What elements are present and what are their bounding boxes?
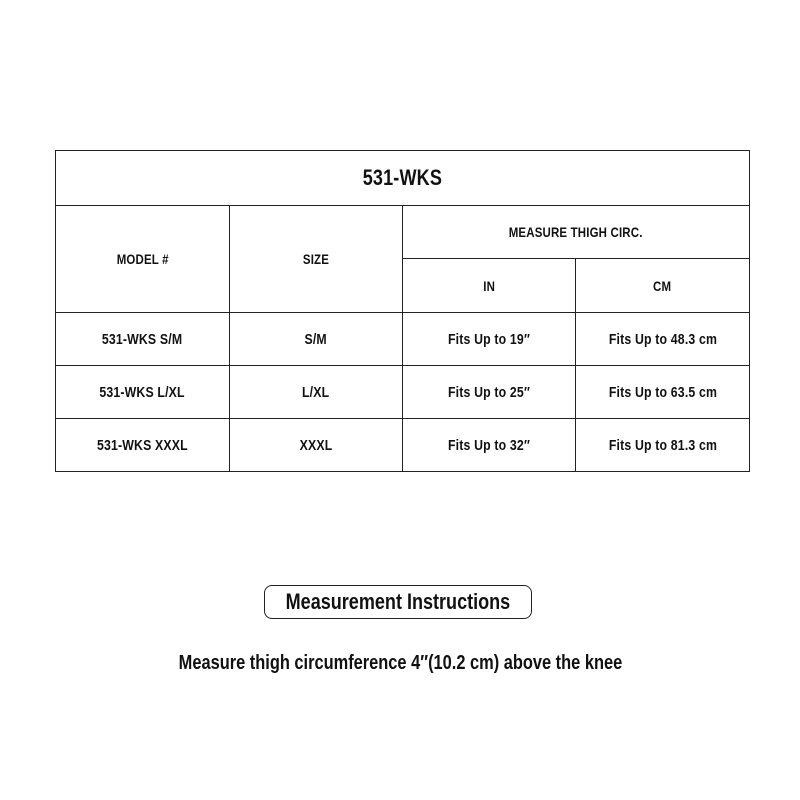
table-title-text: 531-WKS xyxy=(362,165,443,190)
header-cm-text: CM xyxy=(653,277,672,294)
header-in-text: IN xyxy=(483,277,495,294)
cell-size-text: S/M xyxy=(304,330,328,348)
cell-model-text: 531-WKS S/M xyxy=(102,330,183,348)
cell-size xyxy=(230,313,403,366)
cell-size-text: XXXL xyxy=(299,436,333,454)
header-in xyxy=(403,259,576,313)
cell-model xyxy=(56,313,230,366)
header-model xyxy=(56,206,230,313)
header-cm xyxy=(576,259,750,313)
table-title xyxy=(56,151,750,206)
measurement-instructions-label xyxy=(264,585,532,619)
cell-in xyxy=(403,366,576,419)
table-row xyxy=(56,419,750,472)
cell-cm xyxy=(576,419,750,472)
table-row xyxy=(56,366,750,419)
cell-cm-text: Fits Up to 81.3 cm xyxy=(608,436,717,454)
cell-cm-text: Fits Up to 63.5 cm xyxy=(608,383,717,401)
measurement-instructions-text xyxy=(0,652,800,675)
measurement-instructions-text-content: Measure thigh circumference 4″(10.2 cm) above the knee xyxy=(178,652,622,674)
cell-size xyxy=(230,419,403,472)
cell-size-text: L/XL xyxy=(302,383,330,401)
size-chart-table xyxy=(55,150,750,472)
cell-model-text: 531-WKS L/XL xyxy=(99,383,186,401)
table-row xyxy=(56,313,750,366)
cell-in-text: Fits Up to 32″ xyxy=(448,436,530,454)
cell-model xyxy=(56,419,230,472)
cell-size xyxy=(230,366,403,419)
cell-in xyxy=(403,419,576,472)
cell-cm xyxy=(576,366,750,419)
cell-cm xyxy=(576,313,750,366)
cell-in-text: Fits Up to 19″ xyxy=(448,330,530,348)
header-measure-thigh xyxy=(403,206,750,259)
cell-in-text: Fits Up to 25″ xyxy=(448,383,530,401)
cell-model xyxy=(56,366,230,419)
cell-model-text: 531-WKS XXXL xyxy=(97,436,188,454)
header-measure-thigh-text: MEASURE THIGH CIRC. xyxy=(509,224,643,240)
header-size-text: SIZE xyxy=(302,251,330,267)
measurement-instructions-label-text: Measurement Instructions xyxy=(285,589,511,614)
cell-in xyxy=(403,313,576,366)
cell-cm-text: Fits Up to 48.3 cm xyxy=(608,330,717,348)
header-size xyxy=(230,206,403,313)
header-model-text: MODEL # xyxy=(116,251,169,267)
